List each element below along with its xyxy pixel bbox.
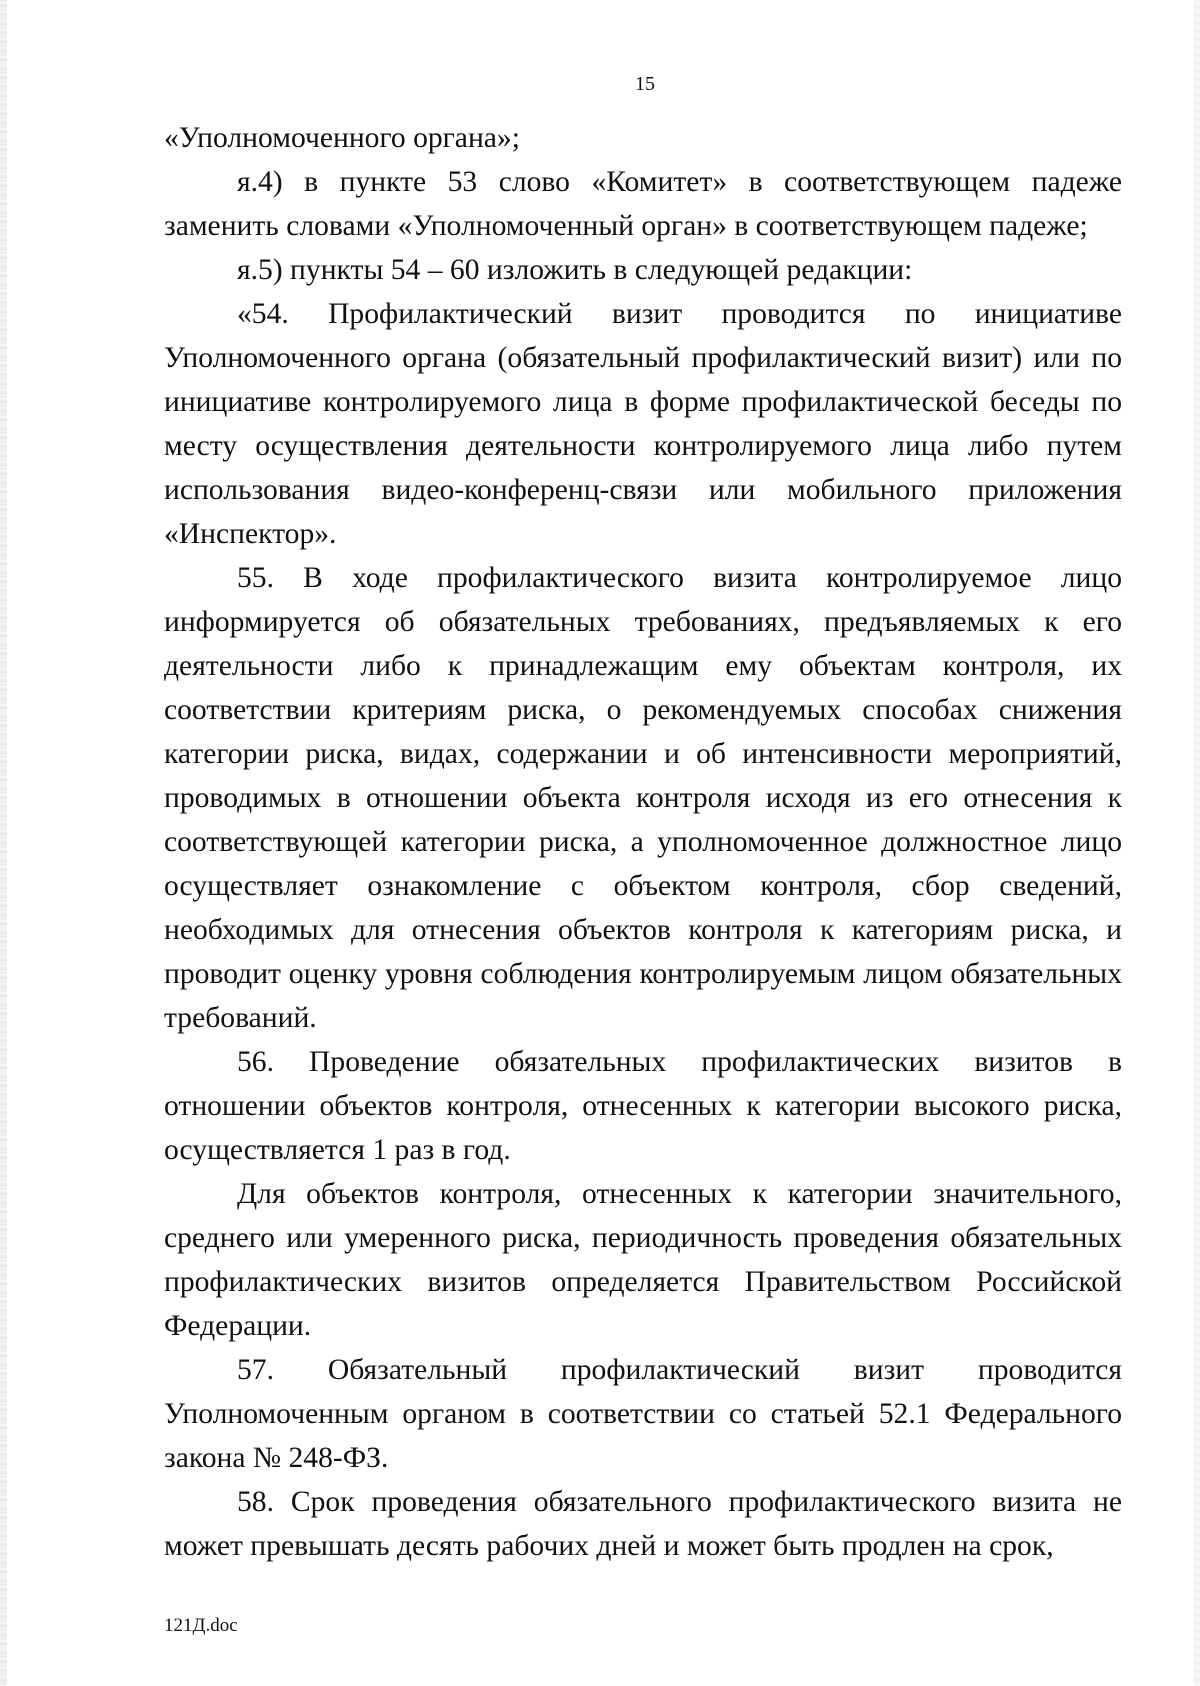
footer-filename: 121Д.doc [164,1615,238,1636]
document-body [164,116,1122,1568]
paragraph: 58. Срок проведения обязательного профилактического визита не может превышать десять рабочих дней и может быть продлен на срок, [164,1486,1122,1562]
scan-edge-left [0,0,7,1686]
paragraph: я.4) в пункте 53 слово «Комитет» в соответствующем падеже заменить словами «Уполномоченный орган» в соответствующем падеже; [164,166,1122,242]
paragraph: 56. Проведение обязательных профилактических визитов в отношении объектов контроля, отнесенных к категории высокого риска, осуществляется 1 раз в год. [164,1046,1122,1166]
page-number: 15 [635,73,655,95]
paragraph: Для объектов контроля, отнесенных к категории значительного, среднего или умеренного риска, периодичность проведения обязательных профилактических визитов определяется Правительством Российской Федерации. [164,1178,1122,1342]
paragraph: 55. В ходе профилактического визита контролируемое лицо информируется об обязательных требованиях, предъявляемых к его деятельности либо к принадлежащим ему объектам контроля, их соответствии критериям риска, о рекомендуемых способах снижения категории риска, видах, содержании и об интенсивности мероприятий, проводимых в отношении объекта контроля исходя из его отнесения к соответствующей категории риска, а уполномоченное должностное лицо осуществляет ознакомление с объектом контроля, сбор сведений, необходимых для отнесения объектов контроля к категориям риска, и проводит оценку уровня соблюдения контролируемым лицом обязательных требований. [164,562,1122,1034]
paragraph: «Уполномоченного органа»; [164,122,520,154]
paragraph: я.5) пункты 54 – 60 изложить в следующей редакции: [237,254,913,286]
scan-edge-right [1194,0,1200,1686]
paragraph: 57. Обязательный профилактический визит проводится Уполномоченным органом в соответствии со статьей 52.1 Федерального закона № 248-ФЗ. [164,1354,1122,1474]
paragraph: «54. Профилактический визит проводится по инициативе Уполномоченного органа (обязательный профилактический визит) или по инициативе контролируемого лица в форме профилактической беседы по месту осуществления деятельности контролируемого лица либо путем использования видео-конференц-связи или мобильного приложения «Инспектор». [164,298,1122,550]
